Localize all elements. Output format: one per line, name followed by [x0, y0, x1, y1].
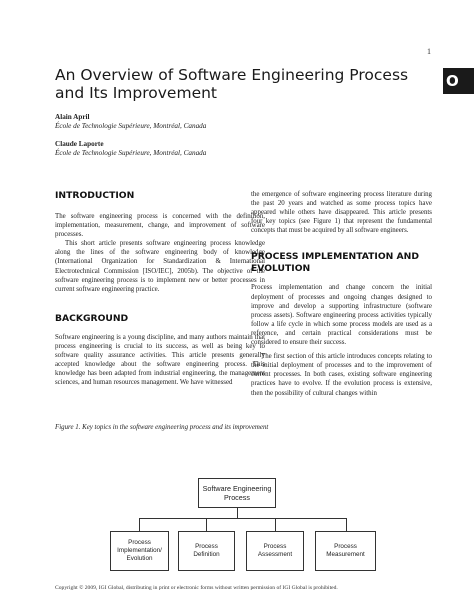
figure-caption: Figure 1. Key topics in the software engineering process and its improvement — [55, 424, 269, 431]
left-column — [55, 190, 265, 387]
box-label-line: Definition — [193, 551, 220, 558]
title-line-2: and Its Improvement — [55, 84, 218, 102]
process-heading-line-2: EVOLUTION — [251, 263, 311, 275]
background-heading: BACKGROUND — [55, 312, 129, 324]
box-label-line: Process — [334, 543, 357, 550]
process-paragraph-1: Process implementation and change concern the initial deployment of processes and ongoing changes designed to improve and develop a supporting infrastructure (software process assets). Software engineering process activities typically follow a life cycle in which some process models are used as a reference, and certain practical considerations must be considered to ensure their success. — [251, 284, 432, 347]
box-label-line: Measurement — [326, 551, 365, 558]
connector-horizontal — [139, 518, 346, 519]
connector-branch-3 — [275, 518, 276, 531]
process-heading — [251, 251, 432, 275]
intro-paragraph-2: This short article presents software engineering process knowledge along the lines of the software engineering body of knowledge (International Organization for Standardization & International Electrotechnical Commission [ISO/IEC], 2005b). The objective of the software engineering process is to implement new or better processes in current software engineering practice. — [55, 240, 265, 293]
continued-paragraph: the emergence of software engineering process literature during the past 20 years and watched as some process topics have appeared while others have disappeared. This article presents four key topics (see Figure 1) that represent the fundamental concepts that must be acquired by all software engineers. — [251, 191, 432, 235]
connector-branch-1 — [139, 518, 140, 531]
copyright-footer: Copyright © 2009, IGI Global, distributing in print or electronic forms without written permission of IGI Global is prohibited. — [55, 585, 338, 591]
diagram-box-assessment — [246, 531, 304, 571]
connector-branch-4 — [346, 518, 347, 531]
section-tab: O — [443, 68, 474, 94]
process-heading-line-1: PROCESS IMPLEMENTATION AND — [251, 251, 419, 263]
right-column — [251, 190, 432, 398]
box-label-line: Assessment — [257, 551, 293, 558]
process-paragraph-2: The first section of this article introduces concepts relating to the initial deployment of processes and to the improvement of current processes. In both cases, existing software engineering practices have to evolve. If the evolution process is extensive, then the possibility of cultural changes within — [251, 353, 432, 397]
author-name: Claude Laporte — [55, 140, 104, 148]
root-label-line-1: Software Engineering — [202, 483, 272, 493]
background-paragraph-1: Software engineering is a young discipline, and many authors maintain that process engineering is crucial to its success, as well as being key to software quality assurance activities. This article presents generally accepted knowledge about the software engineering process. This knowledge has been adapted from industrial engineering, the management sciences, and human resources management. We have witnessed — [55, 333, 265, 387]
diagram-root-box — [198, 478, 276, 508]
diagram-box-measurement — [315, 531, 376, 571]
diagram-box-implementation — [110, 531, 169, 571]
diagram-box-definition — [178, 531, 235, 571]
connector-root-stem — [237, 508, 238, 518]
author-affiliation: École de Technologie Supérieure, Montréal, Canada — [55, 122, 207, 130]
intro-heading: INTRODUCTION — [55, 190, 135, 201]
title-line-1: An Overview of Software Engineering Process — [55, 66, 409, 84]
box-label-line: Evolution — [126, 555, 153, 562]
box-label-line: Process — [263, 543, 287, 550]
box-label-line: Process — [195, 543, 218, 550]
author-block-2 — [55, 140, 206, 158]
author-block-1 — [55, 113, 206, 131]
author-affiliation: École de Technologie Supérieure, Montréal, Canada — [55, 149, 207, 157]
connector-branch-2 — [206, 518, 207, 531]
author-name: Alain April — [55, 113, 90, 121]
box-label-line: Implementation/ — [117, 547, 162, 554]
root-label-line-2: Process — [224, 493, 250, 502]
box-label-line: Process — [128, 539, 151, 546]
page-number: 1 — [427, 47, 431, 56]
intro-paragraph-1: The software engineering process is concerned with the definition, implementation, measurement, change, and improvement of software processes. — [55, 213, 265, 239]
article-title — [55, 66, 425, 102]
